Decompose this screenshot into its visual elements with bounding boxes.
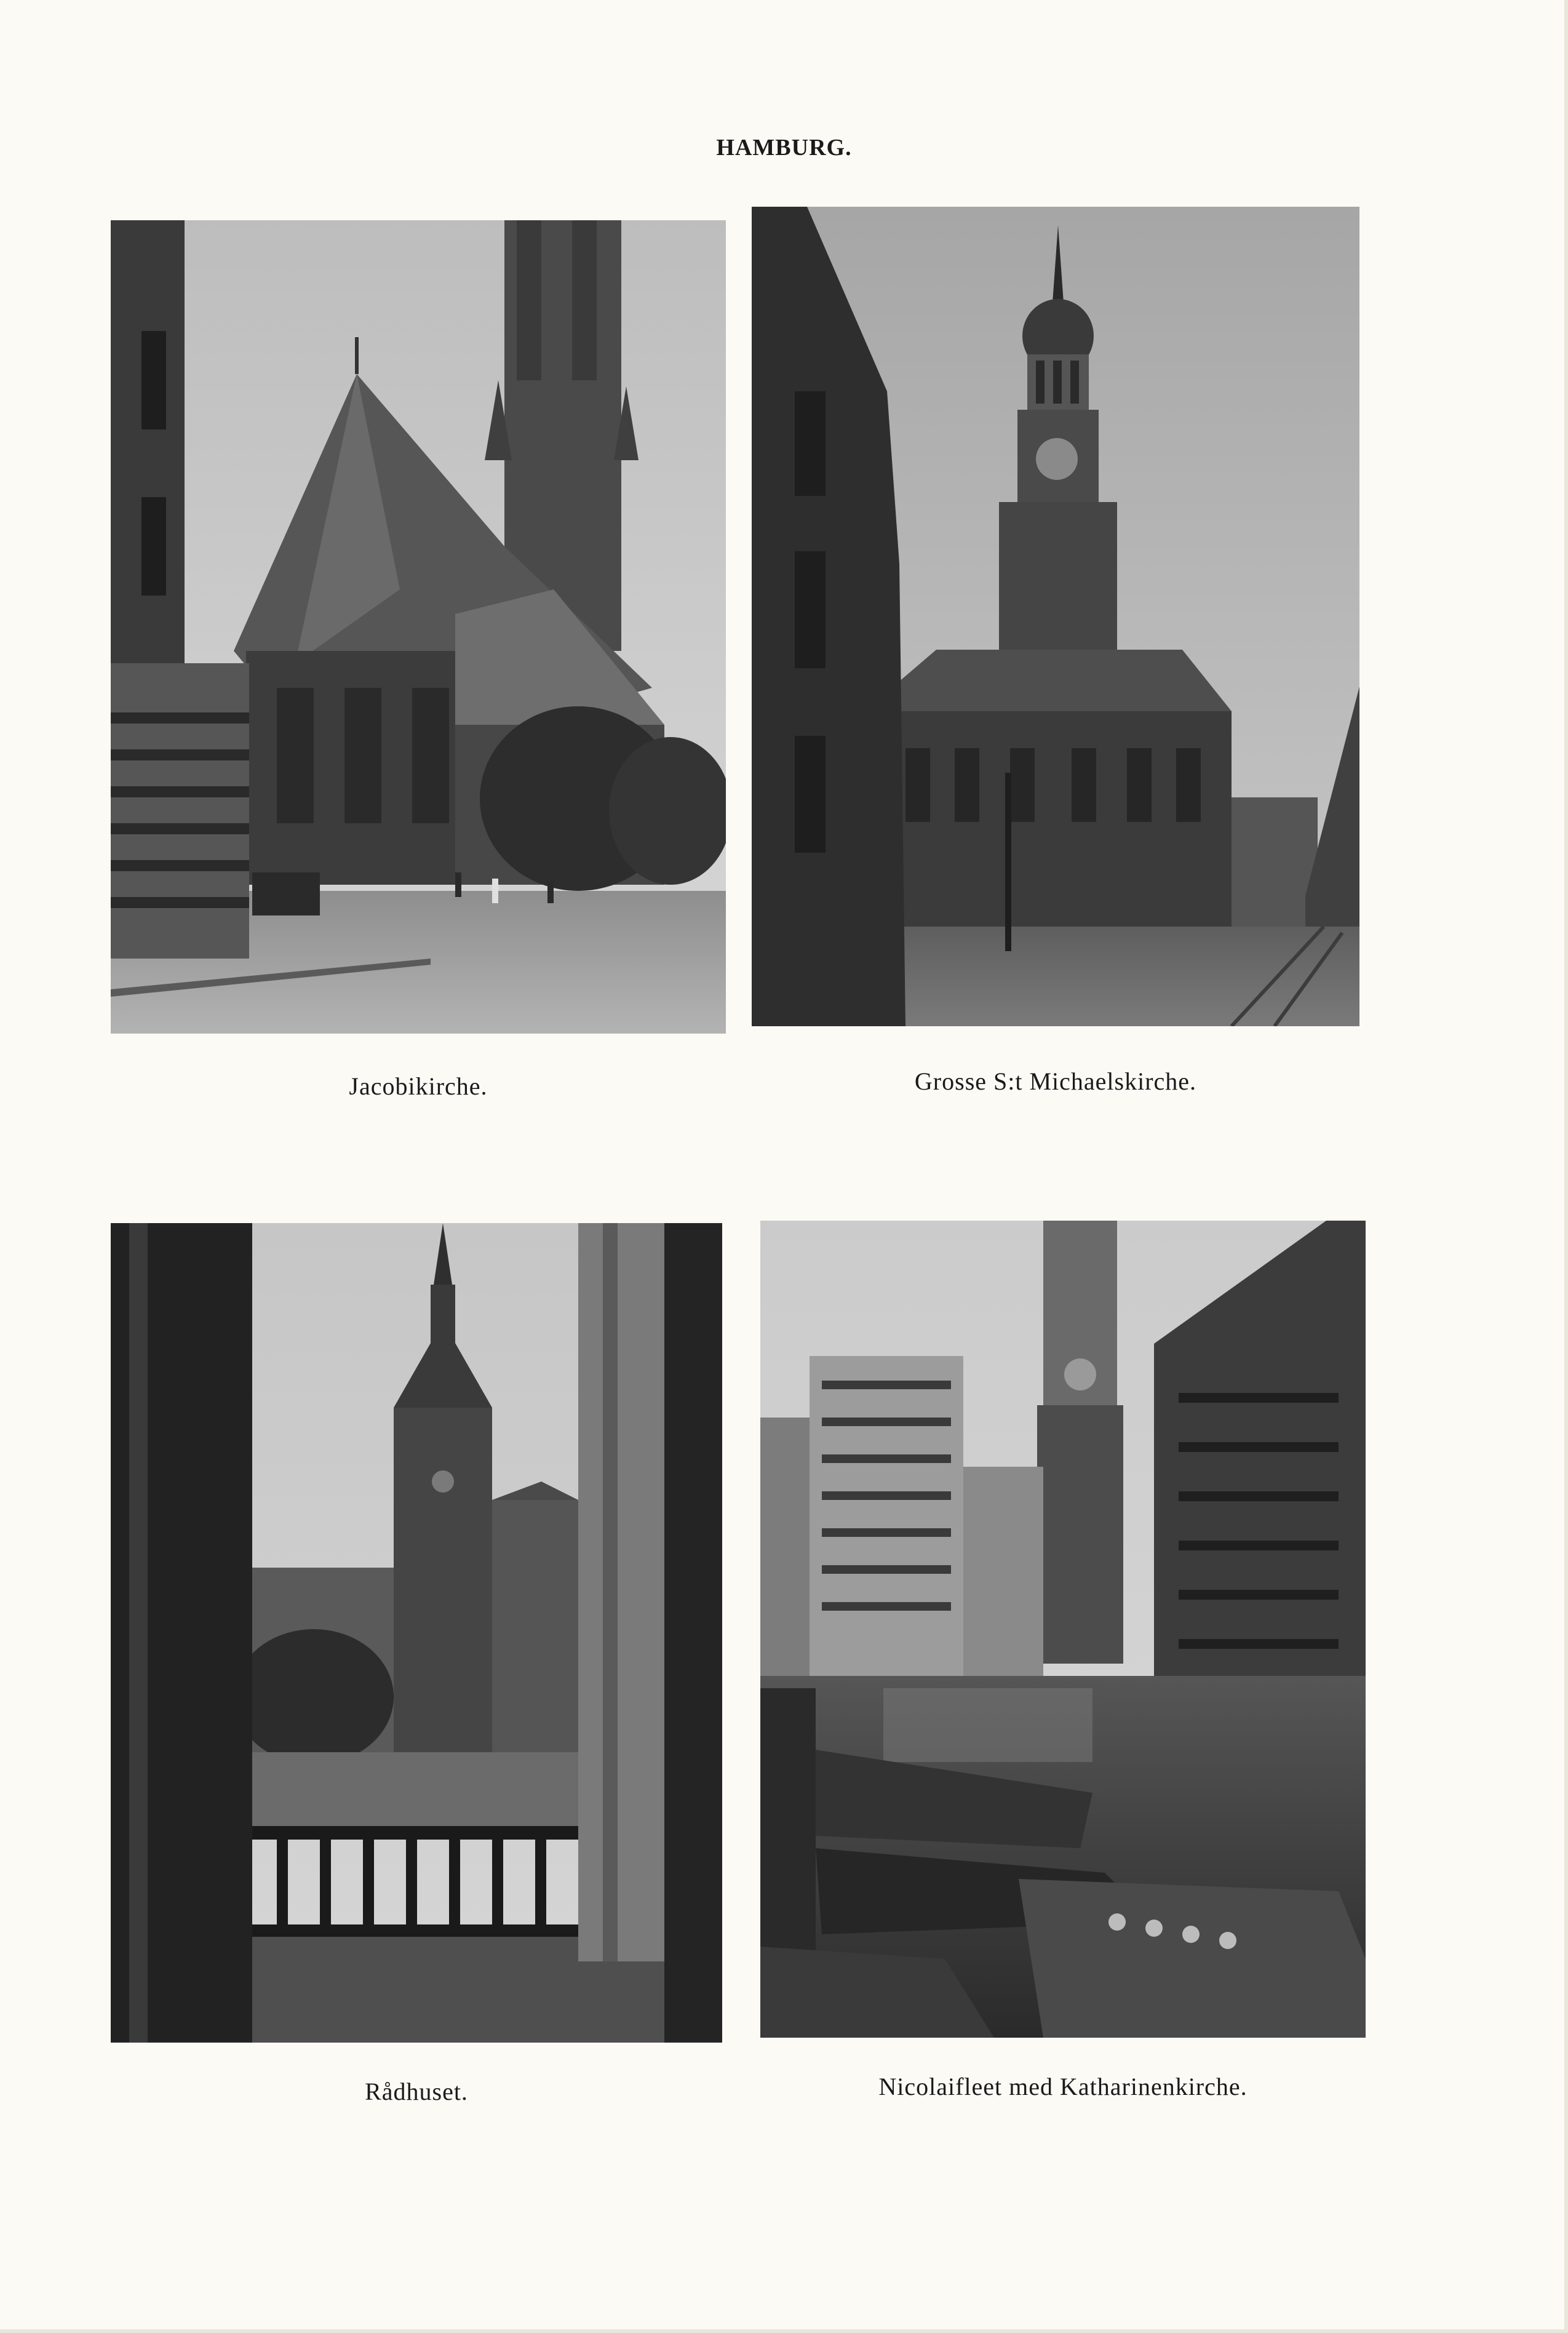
photo-nicolaifleet [760, 1221, 1366, 2038]
caption-nicolaifleet: Nicolaifleet med Katharinenkirche. [878, 2073, 1248, 2100]
photo-michaelskirche [752, 207, 1359, 1026]
caption-radhuset: Rådhuset. [365, 2078, 468, 2105]
page-title: HAMBURG. [716, 135, 852, 161]
caption-jacobikirche: Jacobikirche. [349, 1072, 488, 1100]
caption-michaelskirche: Grosse S:t Michaelskirche. [914, 1067, 1197, 1095]
photo-radhuset [111, 1223, 722, 2043]
photo-jacobikirche [111, 220, 726, 1034]
